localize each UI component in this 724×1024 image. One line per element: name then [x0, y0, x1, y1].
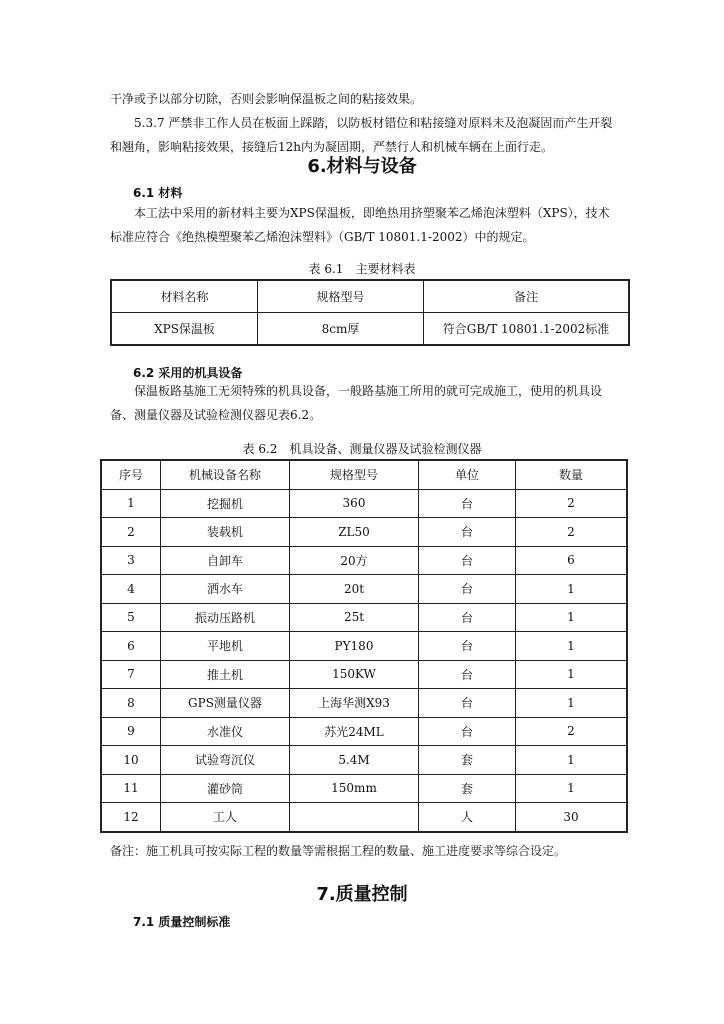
- table-cell: 自卸车: [161, 546, 290, 575]
- table-row: [111, 313, 629, 346]
- table-cell: 台: [419, 632, 516, 661]
- equipment-table: [100, 459, 628, 833]
- table-row: [101, 746, 627, 775]
- table-row: [101, 489, 627, 518]
- table-cell: 25t: [290, 603, 419, 632]
- table-cell: 套: [419, 746, 516, 775]
- paragraph-5-3-7: 5.3.7 严禁非工作人员在板面上踩踏，以防板材错位和粘接缝对原料未及泡凝固而产生开裂和翘角，影响粘接效果，接缝后12h内为凝固期，严禁行人和机械车辆在上面行走。: [110, 116, 613, 154]
- table-cell: 上海华测X93: [290, 689, 419, 718]
- table-row: [101, 632, 627, 661]
- table-row: [101, 518, 627, 547]
- table-row: [101, 546, 627, 575]
- table-cell: 推土机: [161, 660, 290, 689]
- table-cell: 台: [419, 489, 516, 518]
- table-cell: 4: [101, 575, 161, 604]
- section-7-title: 7.质量控制: [316, 884, 408, 905]
- subsection-6-1-heading: 6.1 材料: [133, 186, 183, 200]
- table-cell: 7: [101, 660, 161, 689]
- table-cell: 3: [101, 546, 161, 575]
- table-cell: 8: [101, 689, 161, 718]
- table-cell: 20t: [290, 575, 419, 604]
- table-cell: 2: [516, 489, 628, 518]
- column-header: 规格型号: [258, 280, 424, 313]
- table-cell: 平地机: [161, 632, 290, 661]
- paragraph-continuation: 干净或予以部分切除，否则会影响保温板之间的粘接效果。: [110, 92, 423, 106]
- table-cell: 6: [101, 632, 161, 661]
- table-cell: XPS保温板: [111, 313, 258, 346]
- column-header: 备注: [424, 280, 630, 313]
- column-header: 单位: [419, 460, 516, 489]
- section-6-title: 6.材料与设备: [307, 156, 417, 177]
- table-cell: 1: [516, 746, 628, 775]
- table-cell: 20方: [290, 546, 419, 575]
- table-cell: 6: [516, 546, 628, 575]
- table-cell: 振动压路机: [161, 603, 290, 632]
- table-cell: 洒水车: [161, 575, 290, 604]
- materials-table: [110, 279, 630, 346]
- table-cell: 8cm厚: [258, 313, 424, 346]
- table-cell: 台: [419, 518, 516, 547]
- subsection-6-1-text: 本工法中采用的新材料主要为XPS保温板，即绝热用挤塑聚苯乙烯泡沫塑料（XPS），技术标准应符合《绝热模塑聚苯乙烯泡沫塑料》（GB/T 10801.1-2002）中的规定。: [110, 206, 610, 244]
- table-cell: 符合GB/T 10801.1-2002标准: [424, 313, 630, 346]
- table-cell: 苏光24ML: [290, 717, 419, 746]
- table-cell: 水准仪: [161, 717, 290, 746]
- table-cell: 台: [419, 603, 516, 632]
- table-cell: 台: [419, 717, 516, 746]
- table-6-1-caption: 表 6.1 主要材料表: [308, 262, 416, 276]
- table-cell: 150KW: [290, 660, 419, 689]
- table-cell: 30: [516, 803, 628, 832]
- table-cell: 1: [516, 774, 628, 803]
- table-cell: 150mm: [290, 774, 419, 803]
- table-cell: 1: [101, 489, 161, 518]
- table-cell: 2: [516, 717, 628, 746]
- table-cell: 2: [516, 518, 628, 547]
- table-cell: 1: [516, 603, 628, 632]
- table-cell: 12: [101, 803, 161, 832]
- subsection-7-1-heading: 7.1 质量控制标准: [133, 915, 231, 929]
- subsection-6-2-heading: 6.2 采用的机具设备: [133, 366, 243, 380]
- subsection-6-2-text: 保温板路基施工无须特殊的机具设备，一般路基施工所用的就可完成施工，使用的机具设备、测量仪器及试验检测仪器见表6.2。: [110, 384, 603, 422]
- table-cell: 1: [516, 689, 628, 718]
- table-cell: 1: [516, 632, 628, 661]
- column-header: 机械设备名称: [161, 460, 290, 489]
- table-cell: 5.4M: [290, 746, 419, 775]
- table-cell: 台: [419, 575, 516, 604]
- table-cell: 台: [419, 660, 516, 689]
- table-cell: 试验弯沉仪: [161, 746, 290, 775]
- table-row: [101, 689, 627, 718]
- table-row: [101, 575, 627, 604]
- table-cell: 2: [101, 518, 161, 547]
- table-row: [101, 660, 627, 689]
- table-row: [101, 803, 627, 832]
- table-cell: 挖掘机: [161, 489, 290, 518]
- table-cell: 台: [419, 546, 516, 575]
- table-cell: ZL50: [290, 518, 419, 547]
- table-note: 备注：施工机具可按实际工程的数量等需根据工程的数量、施工进度要求等综合设定。: [110, 844, 567, 858]
- table-cell: 1: [516, 575, 628, 604]
- table-row: [101, 717, 627, 746]
- table-row: [101, 774, 627, 803]
- table-cell: 灌砂筒: [161, 774, 290, 803]
- table-cell: GPS测量仪器: [161, 689, 290, 718]
- table-cell: PY180: [290, 632, 419, 661]
- table-cell: 装载机: [161, 518, 290, 547]
- table-row: [101, 603, 627, 632]
- column-header: 序号: [101, 460, 161, 489]
- table-cell: 台: [419, 689, 516, 718]
- table-cell: 360: [290, 489, 419, 518]
- column-header: 材料名称: [111, 280, 258, 313]
- table-6-2-caption: 表 6.2 机具设备、测量仪器及试验检测仪器: [242, 442, 482, 456]
- table-cell: 5: [101, 603, 161, 632]
- table-cell: 1: [516, 660, 628, 689]
- table-cell: 9: [101, 717, 161, 746]
- table-cell: 人: [419, 803, 516, 832]
- table-header-row: [111, 280, 629, 313]
- table-cell: [290, 803, 419, 832]
- table-header-row: [101, 460, 627, 489]
- table-cell: 工人: [161, 803, 290, 832]
- table-cell: 10: [101, 746, 161, 775]
- table-cell: 11: [101, 774, 161, 803]
- table-cell: 套: [419, 774, 516, 803]
- column-header: 规格型号: [290, 460, 419, 489]
- column-header: 数量: [516, 460, 628, 489]
